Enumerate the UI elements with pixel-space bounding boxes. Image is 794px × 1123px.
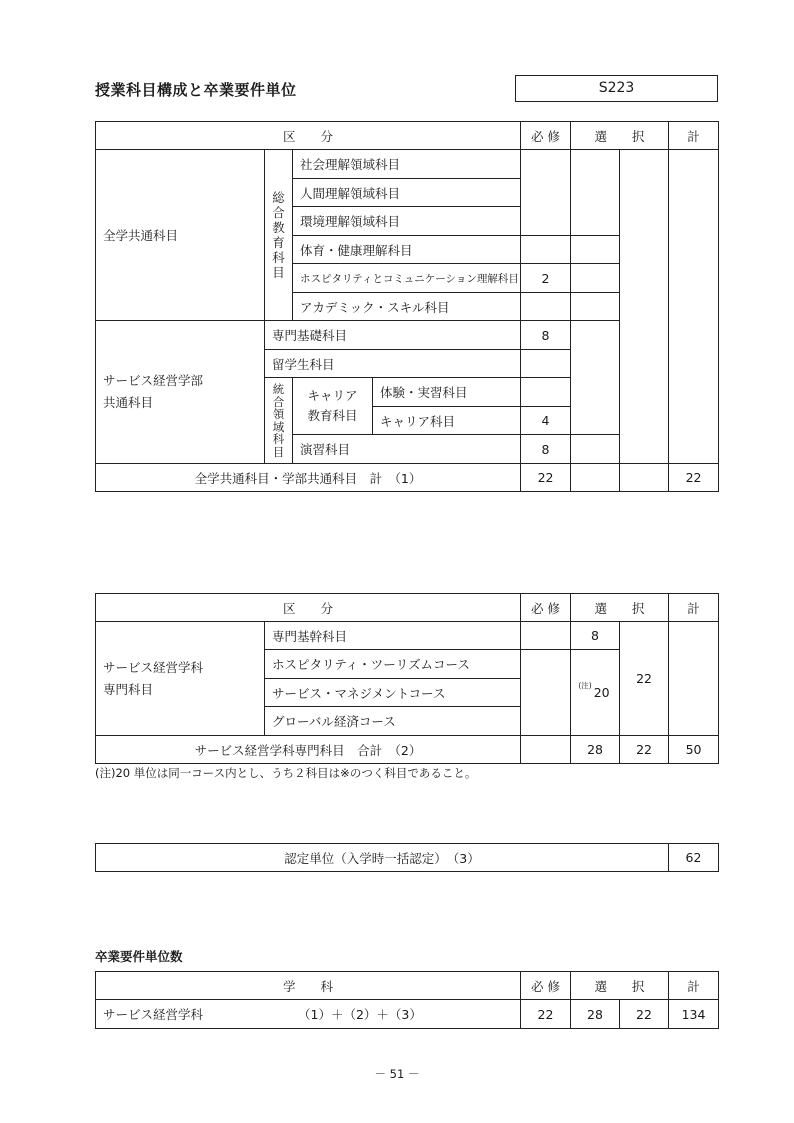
course-elective-value: $^{(注)}$ 20 <box>571 650 620 736</box>
header-elective: 選 択 <box>571 122 669 150</box>
header-required: 必 修 <box>521 594 571 622</box>
required-cell <box>521 150 571 236</box>
elective-total-value: 22 <box>620 622 669 736</box>
elective-cell <box>620 150 669 464</box>
course-item: ホスピタリティとコミュニケーション理解科目 <box>293 264 521 293</box>
career-group: キャリア 教育科目 <box>293 378 373 435</box>
course-item: サービス・マネジメントコース <box>265 679 521 707</box>
required-value: 4 <box>521 407 571 435</box>
group-department: サービス経営学科 専門科目 <box>96 622 265 736</box>
curriculum-table-department <box>95 593 719 764</box>
elective-cell <box>571 435 620 464</box>
header-total: 計 <box>669 972 719 1000</box>
course-item: 専門基幹科目 <box>265 622 521 650</box>
course-item: 専門基礎科目 <box>265 321 521 350</box>
page-title: 授業科目構成と卒業要件単位 <box>95 81 297 99</box>
group-zengaku-kyotsu: 全学共通科目 <box>96 150 265 321</box>
course-item: 体験・実習科目 <box>373 378 521 407</box>
total-elective <box>620 464 669 492</box>
course-item: ホスピタリティ・ツーリズムコース <box>265 650 521 679</box>
footnote: (注)20 単位は同一コース内とし、うち２科目は※のつく科目であること。 <box>95 766 477 780</box>
elective-cell <box>571 150 620 236</box>
note-mark: (注) <box>578 681 592 690</box>
total-required <box>521 736 571 764</box>
certified-credits-table <box>95 843 719 872</box>
required-value: 8 <box>521 321 571 350</box>
certified-label: 認定単位（入学時一括認定） （3） <box>96 844 669 872</box>
course-code-box: S223 <box>515 75 718 102</box>
dept-name: サービス経営学科 <box>103 1007 204 1022</box>
course-item: 人間理解領域科目 <box>293 179 521 207</box>
grad-total: 134 <box>669 1000 719 1029</box>
header-total: 計 <box>669 122 719 150</box>
required-cell <box>521 236 571 264</box>
required-cell <box>521 650 571 736</box>
required-cell <box>521 378 571 407</box>
header-required: 必 修 <box>521 122 571 150</box>
curriculum-table-common <box>95 121 719 492</box>
formula: （1）＋（2）＋（3） <box>298 1007 422 1022</box>
header-category: 区 分 <box>96 594 521 622</box>
header-required: 必 修 <box>521 972 571 1000</box>
total-required: 22 <box>521 464 571 492</box>
total-row-label: 全学共通科目・学部共通科目 計 （1） <box>96 464 521 492</box>
certified-value: 62 <box>669 844 719 872</box>
grad-elective-b: 22 <box>620 1000 669 1029</box>
dept-row <box>96 1000 521 1029</box>
graduation-requirements-table <box>95 971 719 1029</box>
total-sum: 50 <box>669 736 719 764</box>
elective-cell <box>571 264 620 293</box>
course-item: 環境理解領域科目 <box>293 207 521 236</box>
header-category: 区 分 <box>96 122 521 150</box>
required-cell <box>521 293 571 321</box>
total-elective <box>571 464 620 492</box>
vertical-label-tougou: 統 合 領 域 科 目 <box>265 378 293 464</box>
required-cell <box>521 350 571 378</box>
grad-elective-a: 28 <box>571 1000 620 1029</box>
total-cell <box>669 150 719 464</box>
header-elective: 選 択 <box>571 972 669 1000</box>
course-item: 留学生科目 <box>265 350 521 378</box>
elective-value: 8 <box>571 622 620 650</box>
grad-required: 22 <box>521 1000 571 1029</box>
required-value: 8 <box>521 435 571 464</box>
elective-cell <box>571 321 620 435</box>
elective-cell <box>571 236 620 264</box>
required-value: 2 <box>521 264 571 293</box>
course-item: キャリア科目 <box>373 407 521 435</box>
header-elective: 選 択 <box>571 594 669 622</box>
page-number: － 51 － <box>374 1067 420 1081</box>
required-cell <box>521 622 571 650</box>
vertical-label-sougou: 総 合 教 育 科 目 <box>265 150 293 321</box>
course-item: 体育・健康理解科目 <box>293 236 521 264</box>
course-item: 社会理解領域科目 <box>293 150 521 179</box>
total-cell <box>669 622 719 736</box>
total-elective-b: 22 <box>620 736 669 764</box>
course-item: 演習科目 <box>293 435 521 464</box>
group-faculty-kyotsu: サービス経営学部 共通科目 <box>96 321 265 464</box>
total-elective-a: 28 <box>571 736 620 764</box>
header-dept: 学 科 <box>96 972 521 1000</box>
header-total: 計 <box>669 594 719 622</box>
course-item: グローバル経済コース <box>265 707 521 736</box>
elective-cell <box>571 293 620 321</box>
graduation-heading: 卒業要件単位数 <box>95 949 183 964</box>
total-sum: 22 <box>669 464 719 492</box>
total-row-label: サービス経営学科専門科目 合計 （2） <box>96 736 521 764</box>
course-item: アカデミック・スキル科目 <box>293 293 521 321</box>
